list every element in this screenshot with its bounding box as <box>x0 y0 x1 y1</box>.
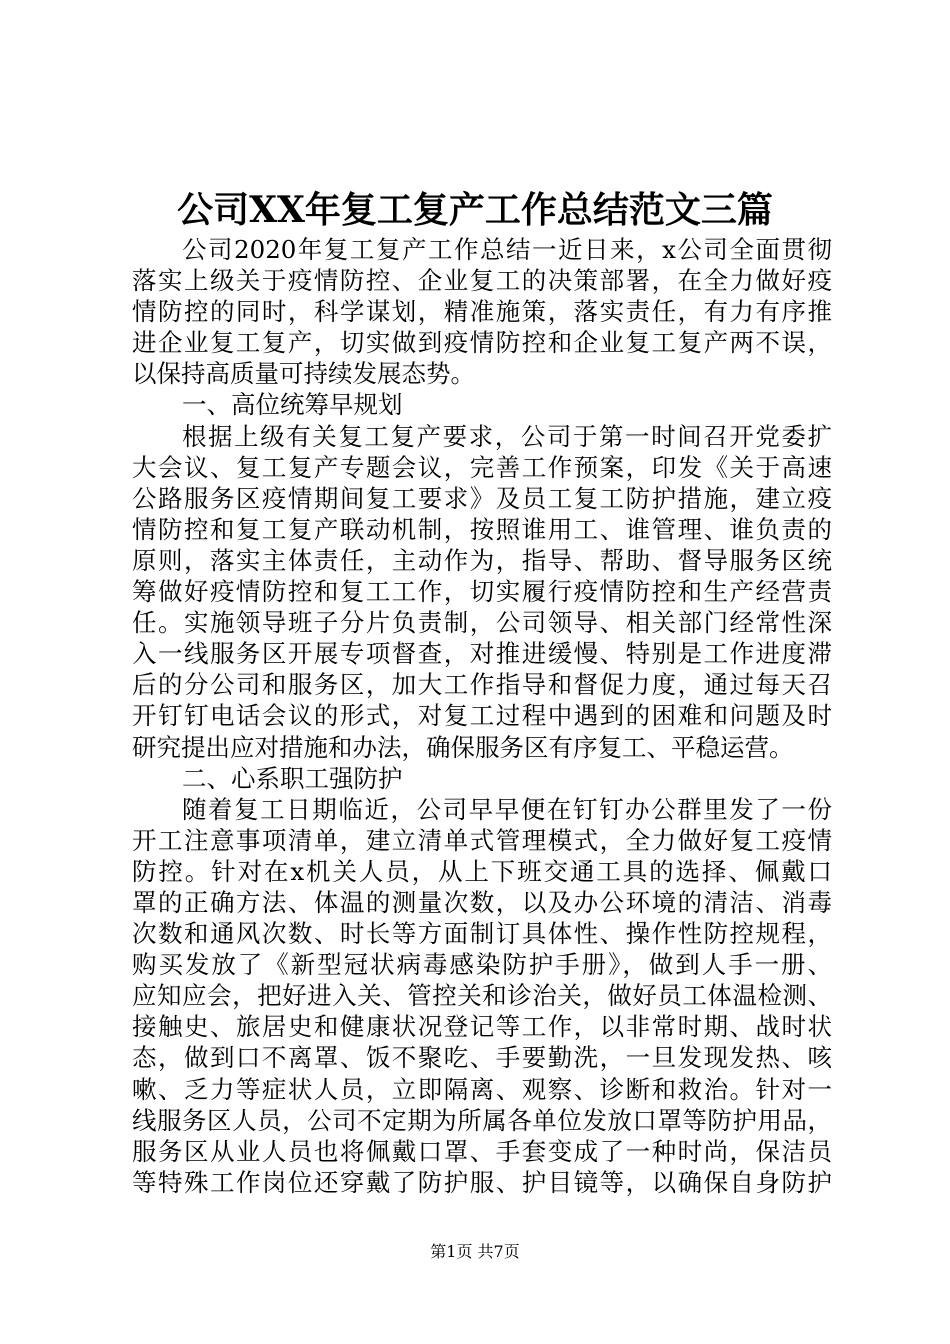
paragraph-line: 情防控和复工复产联动机制，按照谁用工、谁管理、谁负责的 <box>132 514 832 544</box>
paragraph-line: 原则，落实主体责任，主动作为，指导、帮助、督导服务区统 <box>132 545 832 575</box>
paragraph-line: 入一线服务区开展专项督查，对推进缓慢、特别是工作进度滞 <box>132 639 832 669</box>
document-body <box>132 234 832 1198</box>
paragraph-line: 大会议、复工复产专题会议，完善工作预案，印发《关于高速 <box>132 452 832 482</box>
paragraph-line: 落实上级关于疫情防控、企业复工的决策部署，在全力做好疫 <box>132 266 832 296</box>
paragraph-line: 嗽、乏力等症状人员，立即隔离、观察、诊断和救治。针对一 <box>132 1074 832 1104</box>
paragraph-line: 购买发放了《新型冠状病毒感染防护手册》，做到人手一册、 <box>132 950 832 980</box>
paragraph-line: 开工注意事项清单，建立清单式管理模式，全力做好复工疫情 <box>132 825 832 855</box>
document-title: 公司XX年复工复产工作总结范文三篇 <box>177 189 773 231</box>
paragraph-first-line: 二、心系职工强防护 <box>182 763 403 793</box>
paragraph-line: 接触史、旅居史和健康状况登记等工作，以非常时期、战时状 <box>132 1012 832 1042</box>
paragraph-line: 公路服务区疫情期间复工要求》及员工复工防护措施，建立疫 <box>132 483 832 513</box>
paragraph-line: 情防控的同时，科学谋划，精准施策，落实责任，有力有序推 <box>132 297 832 327</box>
paragraph-line: 等特殊工作岗位还穿戴了防护服、护目镜等，以确保自身防护 <box>132 1167 832 1197</box>
paragraph-line: 任。实施领导班子分片负责制，公司领导、相关部门经常性深 <box>132 608 832 638</box>
paragraph-first-line: 随着复工日期临近，公司早早便在钉钉办公群里发了一份 <box>182 794 832 824</box>
paragraph-line: 开钉钉电话会议的形式，对复工过程中遇到的困难和问题及时 <box>132 701 832 731</box>
paragraph-line: 线服务区人员，公司不定期为所属各单位发放口罩等防护用品， <box>132 1105 832 1135</box>
paragraph-line: 后的分公司和服务区，加大工作指导和督促力度，通过每天召 <box>132 670 832 700</box>
paragraph-line: 进企业复工复产，切实做到疫情防控和企业复工复产两不误， <box>132 328 832 358</box>
paragraph-line: 应知应会，把好进入关、管控关和诊治关，做好员工体温检测、 <box>132 981 832 1011</box>
page-footer: 第1页 共7页 <box>430 1242 520 1261</box>
paragraph-first-line: 一、高位统筹早规划 <box>182 390 403 420</box>
paragraph-first-line: 根据上级有关复工复产要求，公司于第一时间召开党委扩 <box>182 421 832 451</box>
paragraph-first-line: 公司2020年复工复产工作总结一近日来，x公司全面贯彻 <box>182 235 832 264</box>
paragraph-line: 以保持高质量可持续发展态势。 <box>132 359 475 389</box>
paragraph-line: 防控。针对在x机关人员，从上下班交通工具的选择、佩戴口 <box>132 856 832 886</box>
paragraph-line: 态，做到口不离罩、饭不聚吃、手要勤洗，一旦发现发热、咳 <box>132 1043 832 1073</box>
paragraph-line: 次数和通风次数、时长等方面制订具体性、操作性防控规程， <box>132 919 832 949</box>
paragraph-line: 研究提出应对措施和办法，确保服务区有序复工、平稳运营。 <box>132 732 794 762</box>
paragraph-line: 罩的正确方法、体温的测量次数，以及办公环境的清洁、消毒 <box>132 887 832 917</box>
paragraph-line: 筹做好疫情防控和复工工作，切实履行疫情防控和生产经营责 <box>132 577 832 607</box>
paragraph-line: 服务区从业人员也将佩戴口罩、手套变成了一种时尚，保洁员 <box>132 1136 832 1166</box>
